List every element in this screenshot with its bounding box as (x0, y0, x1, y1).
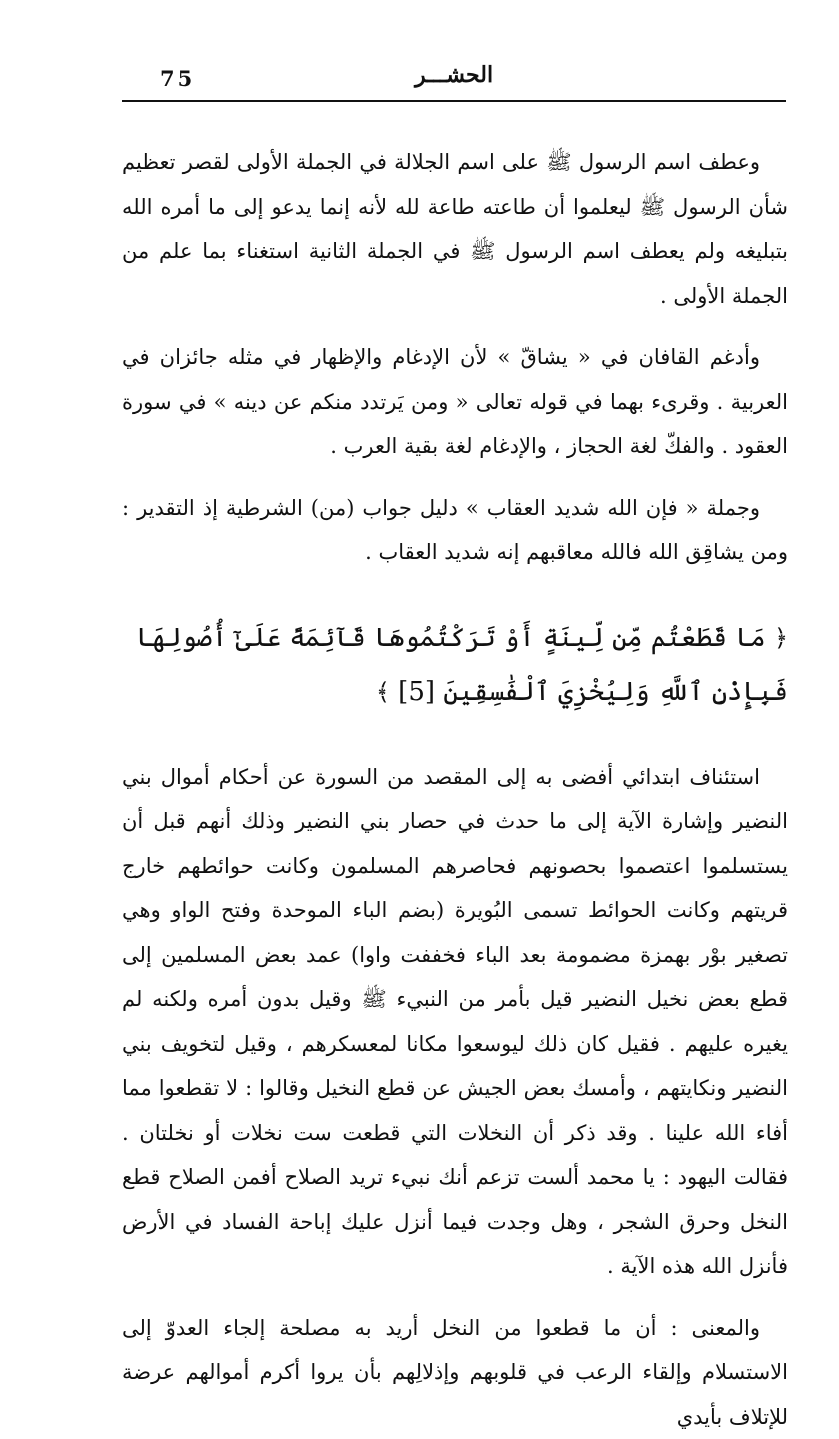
verse-number: [5] (398, 677, 435, 707)
verse-open-bracket: ﴿ (774, 624, 788, 652)
page-number: 75 (160, 66, 195, 91)
running-title: الحشـــر (122, 62, 786, 88)
page-body (122, 140, 788, 1439)
paragraph-3: وجملة « فإن الله شديد العقاب » دليل جواب (من) الشرطية إذ التقدير : ومن يشاقِق الله فالله معاقبهم إنه شديد العقاب . (122, 486, 788, 575)
page-header (122, 60, 786, 100)
paragraph-1: وعطف اسم الرسول ﷺ على اسم الجلالة في الجملة الأولى لقصر تعظيم شأن الرسول ﷺ ليعلموا أن طاعته طاعة لله لأنه إنما يدعو إلى ما أمره الله بتبليغه ولم يعطف اسم الرسول ﷺ في الجملة الثانية استغناء بما علم من الجملة الأولى . (122, 140, 788, 318)
quran-verse (122, 611, 788, 719)
paragraph-2: وأدغم القافان في « يشاقّ » لأن الإدغام والإظهار في مثله جائزان في العربية . وقرىء بهما في قوله تعالى « ومن يَرتدد منكم عن دينه » في سورة العقود . والفكّ لغة الحجاز ، والإدغام لغة بقية العرب . (122, 335, 788, 469)
paragraph-4: استئناف ابتدائي أفضى به إلى المقصد من السورة عن أحكام أموال بني النضير وإشارة الآية إلى ما حدث في حصار بني النضير وذلك أنهم قبل أن يستسلموا اعتصموا بحصونهم فحاصرهم المسلمون وكانت حوائطهم خارج قريتهم وكانت الحوائط تسمى البُويرة (بضم الباء الموحدة وفتح الواو وهي تصغير بوْر بهمزة مضمومة بعد الباء فخففت واوا) عمد بعض المسلمين إلى قطع بعض نخيل النضير قيل بأمر من النبيء ﷺ وقيل بدون أمره ولكنه لم يغيره عليهم . فقيل كان ذلك ليوسعوا مكانا لمعسكرهم ، وقيل لتخويف بني النضير ونكايتهم ، وأمسك بعض الجيش عن قطع النخيل وقالوا : لا تقطعوا مما أفاء الله علينا . وقد ذكر أن النخلات التي قطعت ست نخلات أو نخلتان . فقالت اليهود : يا محمد ألست تزعم أنك نبيء تريد الصلاح أفمن الصلاح قطع النخل وحرق الشجر ، وهل وجدت فيما أنزل عليك إباحة الفساد في الأرض فأنزل الله هذه الآية . (122, 755, 788, 1289)
verse-text: مَا قَطَعْتُم مِّن لِّينَةٍ أَوْ تَرَكْتُمُوهَا قَآئِمَةً عَلَىٰٓ أُصُولِهَا فَبِإِذْنِ ٱللَّهِ وَلِيُخْزِيَ ٱلْفَٰسِقِينَ (136, 623, 788, 707)
paragraph-5: والمعنى : أن ما قطعوا من النخل أريد به مصلحة إلجاء العدوّ إلى الاستسلام وإلقاء الرعب في قلوبهم وإذلالِهم بأن يروا أكرم أموالهم عرضة للإتلاف بأيدي (122, 1306, 788, 1439)
header-divider (122, 100, 786, 102)
verse-close-bracket: ﴾ (376, 678, 390, 706)
